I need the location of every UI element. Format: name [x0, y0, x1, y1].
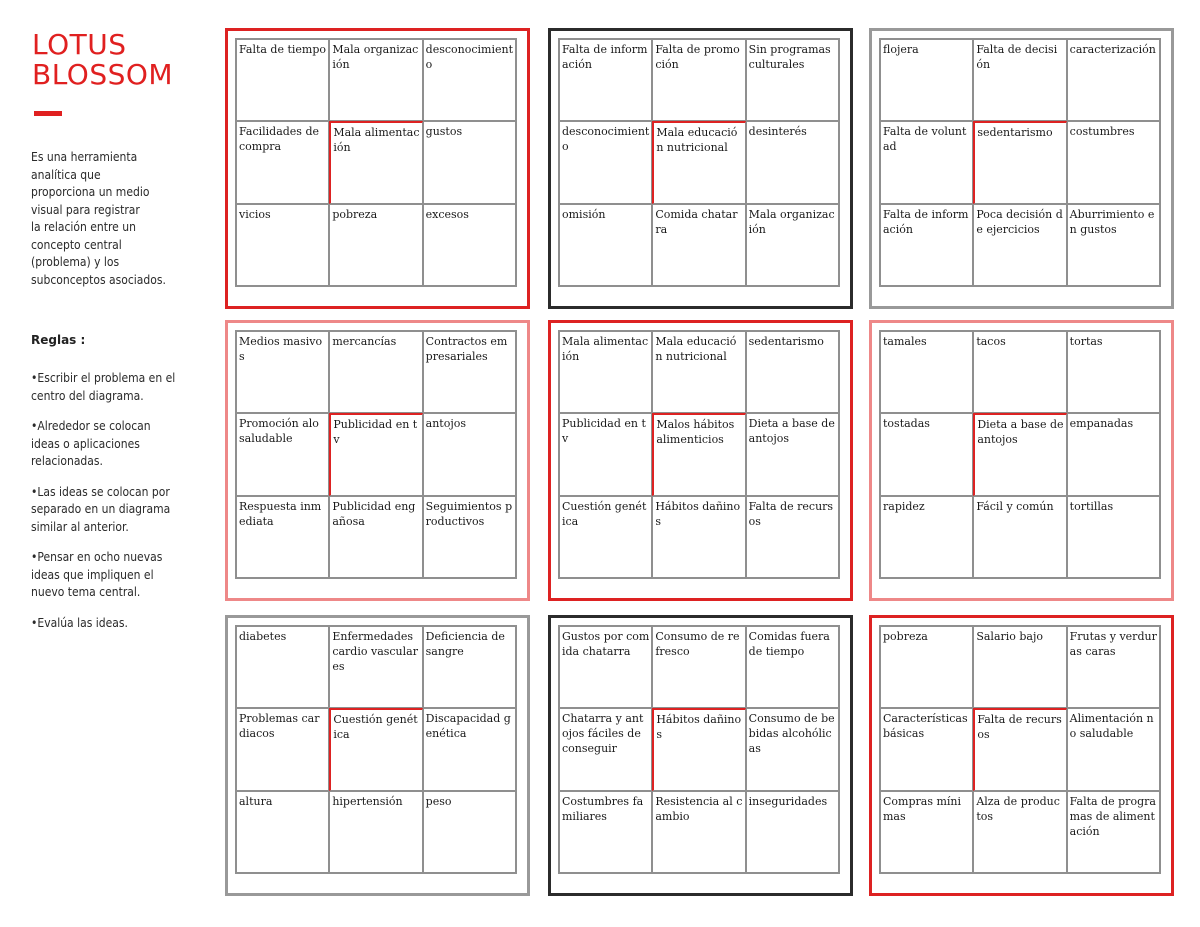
idea-cell: Dieta a base de antojos [746, 413, 839, 495]
idea-cell: vicios [236, 204, 329, 286]
idea-cell: Deficiencia de sangre [423, 626, 516, 708]
idea-cell: Falta de promoción [652, 39, 745, 121]
idea-cell: Mala alimentación [559, 331, 652, 413]
idea-cell: diabetes [236, 626, 329, 708]
idea-cell: gustos [423, 121, 516, 203]
idea-cell: peso [423, 791, 516, 873]
idea-cell: tostadas [880, 413, 973, 495]
lotus-grid [235, 38, 517, 287]
idea-cell: Comida chatarra [652, 204, 745, 286]
idea-cell: Falta de voluntad [880, 121, 973, 203]
idea-cell: empanadas [1067, 413, 1160, 495]
idea-cell: Mala organización [329, 39, 422, 121]
idea-cell: Mala educación nutricional [652, 331, 745, 413]
idea-cell: pobreza [880, 626, 973, 708]
idea-cell: Discapacidad genética [423, 708, 516, 790]
idea-cell: Mala organización [746, 204, 839, 286]
idea-cell: inseguridades [746, 791, 839, 873]
idea-cell: tortillas [1067, 496, 1160, 578]
idea-cell: Alza de productos [973, 791, 1066, 873]
idea-cell: Publicidad en tv [559, 413, 652, 495]
idea-cell: Falta de recursos [746, 496, 839, 578]
central-concept-cell: Dieta a base de antojos [973, 413, 1066, 495]
idea-cell: Publicidad engañosa [329, 496, 422, 578]
lotus-grid [558, 625, 840, 874]
idea-cell: Compras mínimas [880, 791, 973, 873]
idea-cell: Sin programas culturales [746, 39, 839, 121]
idea-cell: Falta de decisión [973, 39, 1066, 121]
idea-cell: Frutas y verduras caras [1067, 626, 1160, 708]
idea-cell: Consumo de bebidas alcohólicas [746, 708, 839, 790]
rules-list [31, 370, 199, 645]
idea-cell: altura [236, 791, 329, 873]
central-concept-cell: Malos hábitos alimenticios [652, 413, 745, 495]
idea-cell: Poca decisión de ejercicios [973, 204, 1066, 286]
lotus-block [548, 320, 853, 601]
title-line-2: BLOSSOM [32, 58, 174, 91]
idea-cell: Falta de información [880, 204, 973, 286]
idea-cell: caracterización [1067, 39, 1160, 121]
rule-item: •Escribir el problema en el centro del diagrama. [31, 371, 176, 403]
rule-item: •Las ideas se colocan por separado en un diagrama similar al anterior. [31, 484, 171, 534]
central-concept-cell: Mala alimentación [329, 121, 422, 203]
idea-cell: Problemas cardiacos [236, 708, 329, 790]
idea-cell: Gustos por comida chatarra [559, 626, 652, 708]
central-concept-cell: sedentarismo [973, 121, 1066, 203]
idea-cell: desinterés [746, 121, 839, 203]
idea-cell: Medios masivos [236, 331, 329, 413]
rule-item: •Pensar en ocho nuevas ideas que impliquen el nuevo tema central. [31, 550, 163, 599]
title-accent-bar [34, 111, 62, 116]
lotus-block [225, 28, 530, 309]
idea-cell: tortas [1067, 331, 1160, 413]
idea-cell: Facilidades de compra [236, 121, 329, 203]
idea-cell: antojos [423, 413, 516, 495]
central-concept-cell: Falta de recursos [973, 708, 1066, 790]
idea-cell: Consumo de refresco [652, 626, 745, 708]
idea-cell: tacos [973, 331, 1066, 413]
idea-cell: Seguimientos productivos [423, 496, 516, 578]
idea-cell: Comidas fuera de tiempo [746, 626, 839, 708]
idea-cell: sedentarismo [746, 331, 839, 413]
central-concept-cell: Hábitos dañinos [652, 708, 745, 790]
lotus-block [548, 615, 853, 896]
idea-cell: Costumbres familiares [559, 791, 652, 873]
lotus-grid [879, 330, 1161, 579]
idea-cell: mercancías [329, 331, 422, 413]
idea-cell: pobreza [329, 204, 422, 286]
title-line-1: LOTUS [32, 28, 127, 61]
idea-cell: desconocimiento [423, 39, 516, 121]
lotus-grid [879, 625, 1161, 874]
central-concept-cell: Cuestión genética [329, 708, 422, 790]
rule-item: •Evalúa las ideas. [31, 615, 128, 630]
idea-cell: Chatarra y antojos fáciles de conseguir [559, 708, 652, 790]
idea-cell: Falta de programas de alimentación [1067, 791, 1160, 873]
description-text: Es una herramienta analítica que proporciona un medio visual para registrar la relación entre un concepto central (problema) y los subconceptos asociados. [31, 150, 166, 287]
idea-cell: Resistencia al cambio [652, 791, 745, 873]
idea-cell: Fácil y común [973, 496, 1066, 578]
lotus-block [869, 615, 1174, 896]
lotus-grid [235, 625, 517, 874]
central-concept-cell: Mala educación nutricional [652, 121, 745, 203]
idea-cell: rapidez [880, 496, 973, 578]
idea-cell: Características básicas [880, 708, 973, 790]
lotus-block [869, 320, 1174, 601]
idea-cell: Salario bajo [973, 626, 1066, 708]
idea-cell: Contractos empresariales [423, 331, 516, 413]
idea-cell: desconocimiento [559, 121, 652, 203]
lotus-block [869, 28, 1174, 309]
rules-heading: Reglas : [31, 333, 86, 347]
idea-cell: omisión [559, 204, 652, 286]
idea-cell: Enfermedades cardio vasculares [329, 626, 422, 708]
central-concept-cell: Publicidad en tv [329, 413, 422, 495]
idea-cell: Hábitos dañinos [652, 496, 745, 578]
idea-cell: costumbres [1067, 121, 1160, 203]
lotus-block [548, 28, 853, 309]
idea-cell: Falta de información [559, 39, 652, 121]
idea-cell: Respuesta inmediata [236, 496, 329, 578]
lotus-grid [235, 330, 517, 579]
idea-cell: excesos [423, 204, 516, 286]
lotus-grid [879, 38, 1161, 287]
idea-cell: Falta de tiempo [236, 39, 329, 121]
idea-cell: Aburrimiento en gustos [1067, 204, 1160, 286]
lotus-grid [558, 38, 840, 287]
idea-cell: Alimentación no saludable [1067, 708, 1160, 790]
lotus-grid [558, 330, 840, 579]
idea-cell: hipertensión [329, 791, 422, 873]
lotus-block [225, 615, 530, 896]
idea-cell: Cuestión genética [559, 496, 652, 578]
lotus-block [225, 320, 530, 601]
idea-cell: flojera [880, 39, 973, 121]
idea-cell: tamales [880, 331, 973, 413]
idea-cell: Promoción alo saludable [236, 413, 329, 495]
page-title [32, 30, 173, 90]
rule-item: •Alrededor se colocan ideas o aplicaciones relacionadas. [31, 419, 151, 468]
